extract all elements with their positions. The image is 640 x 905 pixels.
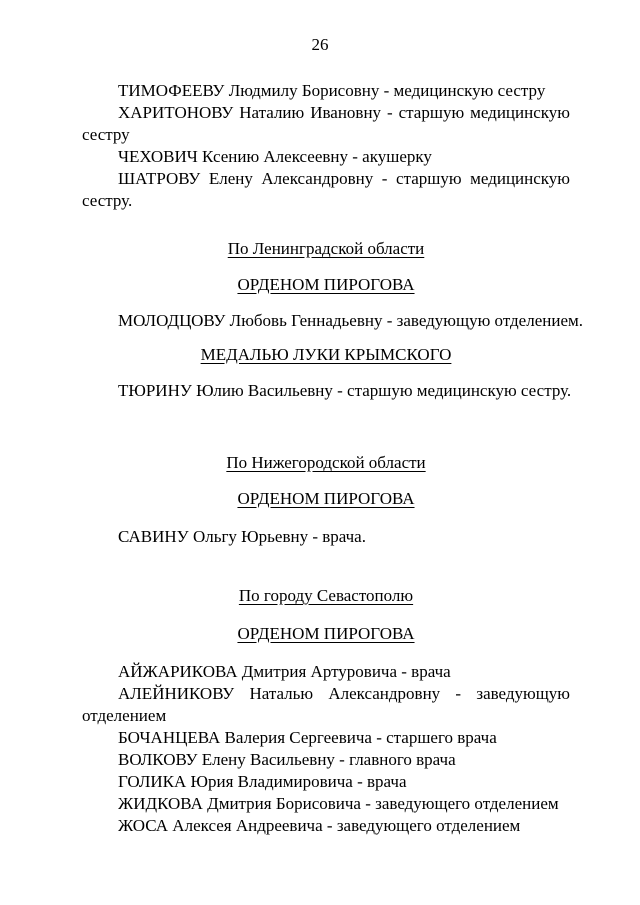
region-heading: По Нижегородской области (226, 453, 426, 472)
region-heading: По Ленинградской области (227, 239, 425, 258)
awardee-entry: ХАРИТОНОВУ Наталию Ивановну - старшую медицинскую сестру (82, 103, 570, 144)
page-number: 26 (311, 35, 329, 54)
region-leningrad (82, 238, 583, 402)
award-heading: ОРДЕНОМ ПИРОГОВА (237, 624, 415, 643)
awardee-entry: ВОЛКОВУ Елену Васильевну - главного врача (118, 750, 456, 769)
region-sevastopol (82, 585, 570, 837)
region-heading: По городу Севастополю (238, 586, 414, 605)
awardee-entry: ТЮРИНУ Юлию Васильевну - старшую медицинскую сестру. (118, 381, 572, 400)
awardee-entry: ЧЕХОВИЧ Ксению Алексеевну - акушерку (118, 147, 432, 166)
awardee-entry: САВИНУ Ольгу Юрьевну - врача. (118, 527, 366, 546)
awardee-entry: ГОЛИКА Юрия Владимировича - врача (118, 772, 407, 791)
awardee-entry: АЙЖАРИКОВА Дмитрия Артуровича - врача (118, 662, 451, 681)
awardee-entry: ТИМОФЕЕВУ Людмилу Борисовну - медицинскую сестру (118, 81, 546, 100)
awardee-entry: АЛЕЙНИКОВУ Наталью Александровну - заведующую отделением (82, 684, 570, 725)
awardee-entry: МОЛОДЦОВУ Любовь Геннадьевну - заведующую отделением. (118, 311, 583, 330)
awardee-entry: ШАТРОВУ Елену Александровну - старшую медицинскую сестру. (82, 169, 570, 210)
awardee-entry: ЖОСА Алексея Андреевича - заведующего отделением (118, 816, 521, 835)
awardee-entry: ЖИДКОВА Дмитрия Борисовича - заведующего отделением (118, 794, 559, 813)
award-heading: ОРДЕНОМ ПИРОГОВА (237, 275, 415, 294)
awardee-entry: БОЧАНЦЕВА Валерия Сергеевича - старшего врача (118, 728, 497, 747)
award-heading: МЕДАЛЬЮ ЛУКИ КРЫМСКОГО (200, 345, 452, 364)
award-heading: ОРДЕНОМ ПИРОГОВА (237, 489, 415, 508)
region-nizhny (82, 452, 570, 548)
awardees-list-top (82, 80, 570, 212)
